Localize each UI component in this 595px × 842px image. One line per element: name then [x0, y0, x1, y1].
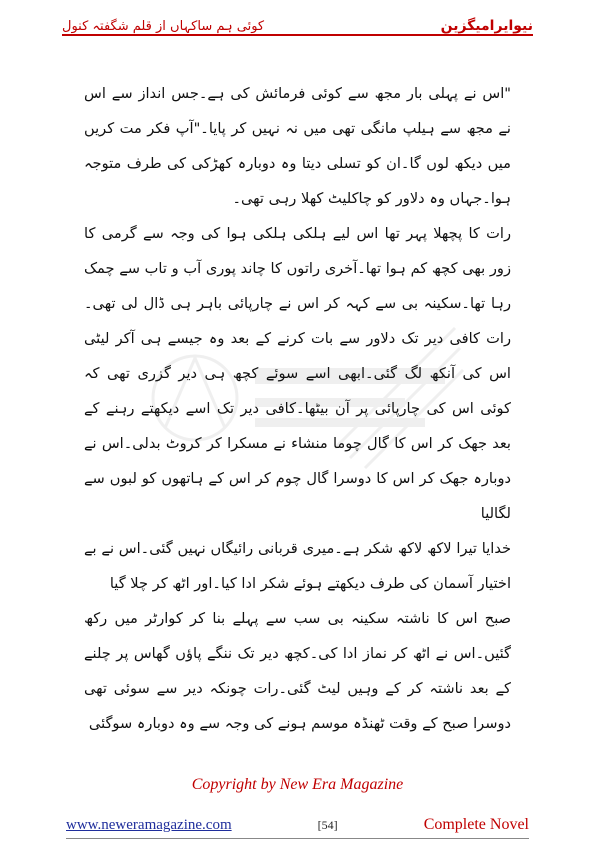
paragraph-2: رات کا پچھلا پہر تھا اس لیے ہلکی ہلکی ہوا کی وجہ سے گرمی کا زور بھی کچھ کم ہوا تھا۔آخری راتوں کا چاند پوری آب و تاب سے چمک رہا تھا۔سکینہ بی سے کہہ کر اس نے چارپائی باہر ہی ڈال لی تھی۔رات کافی دیر تک دلاور سے بات کرنے کے بعد وہ جیسے ہی آکر لیٹی اس کی آنکھ لگ گئی۔ابھی اسے سوئے کچھ ہی دیر گزری تھی کہ کوئی اس کی چارپائی پر آن بیٹھا۔کافی دیر تک اسے دیکھتے رہنے کے بعد جھک کر اس کا گال چوما منشاء نے مسکرا کر کروٹ بدلی۔اس نے دوبارہ جھک کر اس کا دوسرا گال چوم کر اس کے ہاتھوں کو لبوں سے لگالیا [84, 225, 511, 522]
page-header [62, 4, 533, 34]
page-footer [66, 816, 529, 836]
header-divider [62, 34, 533, 36]
page-number: [54] [317, 818, 338, 832]
paragraph-1: "اس نے پہلی بار مجھ سے کوئی فرمائش کی ہے۔جس انداز سے اس نے مجھ سے ہیلپ مانگی تھی میں نہ نہیں کر پایا۔"آپ فکر مت کریں میں دیکھ لوں گا۔ان کو تسلی دیتا وہ دوبارہ کھڑکی کی طرف متوجہ ہوا۔جہاں وہ دلاور کو چاکلیٹ کھلا رہی تھی۔ [84, 85, 511, 207]
website-link[interactable]: www.neweramagazine.com [66, 817, 232, 833]
novel-title: کوئی ہم ساکہاں از قلم شگفتہ کنول [62, 19, 265, 34]
footer-divider [66, 838, 529, 839]
body-text [84, 76, 511, 741]
paragraph-3: خدایا تیرا لاکھ لاکھ شکر ہے۔میری قربانی رائیگاں نہیں گئی۔اس نے بے اختیار آسمان کی طرف دیکھتے ہوئے شکر ادا کیا۔اور اٹھ کر چلا گیا [84, 540, 511, 592]
copyright-notice: Copyright by New Era Magazine [191, 776, 404, 793]
paragraph-4: صبح اس کا ناشتہ سکینہ بی سب سے پہلے بنا کر کوارٹر میں رکھ گئیں۔اس نے اٹھ کر نماز ادا کی۔کچھ دیر تک ننگے پاؤں گھاس پر چلنے کے بعد ناشتہ کر کے وہیں لیٹ گئی۔رات چونکہ دیر سے سوئی تھی دوسرا صبح کے وقت ٹھنڈہ موسم ہونے کی وجہ سے وہ دوبارہ سوگئی [84, 610, 511, 732]
magazine-name: نیوایرامیگزین [440, 18, 533, 34]
complete-novel-label: Complete Novel [423, 816, 529, 833]
